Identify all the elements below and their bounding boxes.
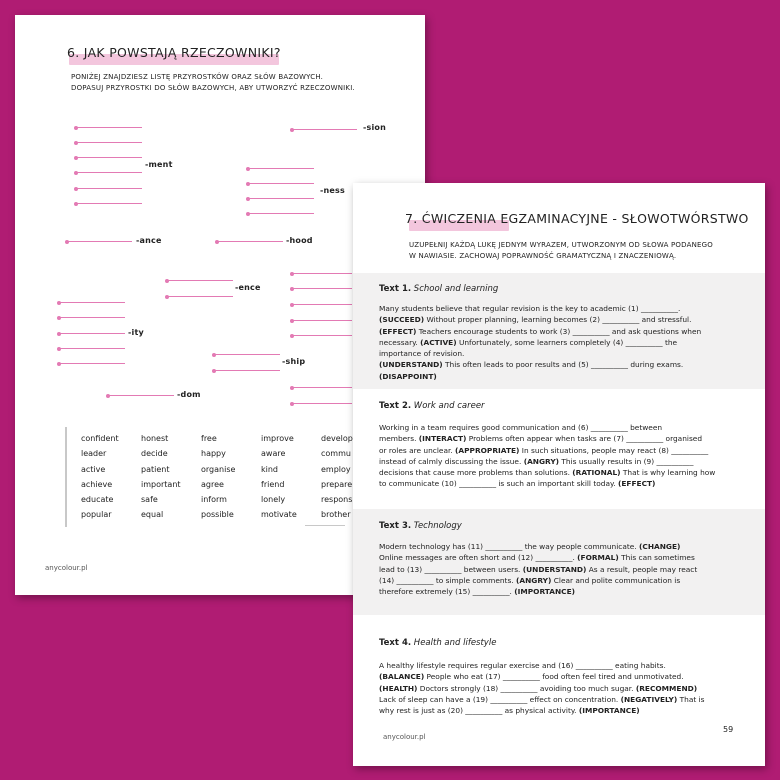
answer-line[interactable]	[214, 370, 280, 371]
paragraph-line	[379, 586, 751, 597]
base-word: (DISAPPOINT)	[379, 371, 437, 381]
back-instruction-line-2: DOPASUJ PRZYROSTKI DO SŁÓW BAZOWYCH, ABY UTWORZYĆ RZECZOWNIKI.	[71, 84, 355, 92]
base-word: (APPROPRIATE)	[455, 445, 520, 455]
paragraph-text: lead to (13) __________ between users.	[379, 564, 523, 574]
front-instruction-line-2: W NAWIASIE. ZACHOWAJ POPRAWNOŚĆ GRAMATYCZNĄ I ZNACZENIOWĄ.	[409, 252, 677, 260]
paragraph-line	[379, 456, 751, 467]
suffix-ship: -ship	[282, 357, 306, 366]
section-body	[379, 422, 751, 490]
base-word: (BALANCE)	[379, 672, 425, 682]
paragraph-text: importance of revision.	[379, 349, 465, 359]
base-word: (NEGATIVELY)	[620, 694, 678, 704]
paragraph-line	[379, 467, 751, 478]
answer-line[interactable]	[59, 348, 125, 349]
word-bank-column	[81, 431, 119, 523]
section-body	[379, 660, 751, 716]
paragraph-text: That is	[677, 694, 705, 704]
front-footer: anycolour.pl	[383, 733, 426, 741]
paragraph-line	[379, 541, 751, 552]
answer-line[interactable]	[217, 241, 283, 242]
word-bank-word: free	[201, 434, 217, 443]
answer-line[interactable]	[76, 203, 142, 204]
section-number: Text 3.	[379, 521, 412, 531]
paragraph-text: This often leads to poor results and (5) __________ during exams.	[442, 360, 684, 370]
answer-line[interactable]	[292, 273, 352, 274]
word-bank-word: develop	[321, 434, 353, 443]
answer-line[interactable]	[167, 296, 233, 297]
section-heading	[379, 638, 496, 648]
word-bank-word: lonely	[261, 495, 286, 505]
answer-line[interactable]	[76, 142, 142, 143]
paragraph-text: necessary.	[379, 337, 421, 347]
answer-line[interactable]	[76, 188, 142, 189]
text-section-3	[353, 509, 765, 615]
paragraph-text: Working in a team requires good communication and (6) __________ between	[379, 423, 663, 432]
word-bank-word: aware	[261, 449, 286, 459]
paragraph-text: decisions that cause more problems than solutions.	[379, 468, 573, 478]
word-bank-word: inform	[201, 495, 227, 505]
paragraph-line	[379, 422, 751, 433]
base-word: (CHANGE)	[639, 542, 681, 551]
base-word: (IMPORTANCE)	[578, 706, 640, 716]
answer-line[interactable]	[59, 363, 125, 364]
section-heading	[379, 284, 498, 294]
front-instructions	[409, 240, 713, 262]
paragraph-line	[379, 575, 751, 586]
word-bank-word: safe	[141, 495, 158, 505]
answer-line[interactable]	[292, 403, 352, 404]
answer-line[interactable]	[59, 333, 125, 334]
back-instruction-line-1: PONIŻEJ ZNAJDZIESZ LISTĘ PRZYROSTKÓW ORAZ SŁÓW BAZOWYCH.	[71, 73, 324, 81]
answer-line[interactable]	[248, 198, 314, 199]
base-word: (ACTIVE)	[420, 337, 457, 347]
answer-line[interactable]	[292, 129, 357, 130]
word-bank-word: brother	[321, 510, 351, 520]
base-word: (UNDERSTAND)	[522, 564, 587, 574]
paragraph-text: People who eat (17) __________ food often feel tired and unmotivated.	[424, 672, 684, 682]
section-topic: Work and career	[413, 401, 485, 411]
base-word: (UNDERSTAND)	[379, 360, 443, 370]
answer-line[interactable]	[167, 280, 233, 281]
paragraph-text: instead of calmly discussing the issue.	[379, 456, 524, 466]
paragraph-text: or roles are unclear.	[379, 445, 456, 455]
word-bank-column	[261, 431, 297, 523]
word-bank-word: possible	[201, 510, 234, 520]
text-section-1	[353, 273, 765, 389]
base-word: (IMPORTANCE)	[514, 587, 576, 597]
word-bank-word: patient	[141, 464, 170, 474]
front-title-text: 7. ĆWICZENIA EGZAMINACYJNE - SŁOWOTWÓRSTWO	[405, 211, 749, 226]
section-heading	[379, 521, 462, 531]
section-number: Text 1.	[379, 284, 412, 294]
base-word: (INTERACT)	[418, 434, 467, 444]
word-bank-word: prepare	[321, 479, 353, 489]
paragraph-text: Teachers encourage students to work (3) __________ and ask questions when	[416, 326, 702, 336]
base-word: (ANGRY)	[523, 456, 560, 466]
paragraph-text: therefore extremely (15) __________.	[379, 587, 515, 597]
paragraph-line	[379, 671, 751, 682]
paragraph-text: (14) __________ to simple comments.	[379, 575, 516, 585]
suffix-dom: -dom	[177, 390, 201, 399]
paragraph-line	[379, 694, 751, 705]
base-word: (HEALTH)	[379, 683, 418, 693]
word-bank-word: popular	[81, 510, 112, 520]
paragraph-text: members.	[379, 434, 419, 444]
base-word: (EFFECT)	[618, 479, 656, 489]
paragraph-line	[379, 433, 751, 444]
word-bank-word: achieve	[81, 479, 113, 489]
answer-line[interactable]	[67, 241, 132, 242]
answer-line[interactable]	[292, 320, 352, 321]
word-bank-word: agree	[201, 479, 224, 489]
base-word: (RECOMMEND)	[635, 683, 698, 693]
answer-line[interactable]	[292, 335, 352, 336]
section-number: Text 4.	[379, 638, 412, 648]
base-word: (ANGRY)	[516, 575, 552, 585]
word-bank-word: educate	[81, 495, 114, 505]
suffix-ance: -ance	[136, 236, 162, 245]
paragraph-text: In such situations, people may react (8) __________	[519, 445, 709, 455]
answer-line[interactable]	[76, 172, 142, 173]
page-number: 59	[723, 725, 734, 734]
paragraph-line	[379, 683, 751, 694]
paragraph-line	[379, 337, 751, 348]
paragraph-line	[379, 348, 751, 359]
word-bank-word: improve	[261, 434, 294, 443]
answer-line[interactable]	[248, 213, 314, 214]
base-word: (EFFECT)	[379, 326, 417, 336]
front-instruction-line-1: UZUPEŁNIJ KAŻDĄ LUKĘ JEDNYM WYRAZEM, UTWORZONYM OD SŁOWA PODANEGO	[409, 241, 713, 249]
back-instructions	[71, 72, 355, 94]
text-section-2	[353, 389, 765, 509]
paragraph-line	[379, 359, 751, 370]
front-worksheet-page	[353, 183, 765, 766]
answer-line[interactable]	[76, 127, 142, 128]
paragraph-line	[379, 705, 751, 716]
paragraph-text: Clear and polite communication is	[551, 575, 681, 585]
suffix-ity: -ity	[128, 328, 144, 337]
paragraph-text: to communicate (10) __________ is such an important skill today.	[379, 479, 618, 489]
base-word: (RATIONAL)	[572, 468, 621, 478]
paragraph-line	[379, 564, 751, 575]
back-title-text: 6. JAK POWSTAJĄ RZECZOWNIKI?	[67, 45, 281, 60]
word-bank-word: decide	[141, 449, 168, 459]
word-bank-column	[321, 431, 353, 523]
back-page-title	[67, 45, 281, 60]
word-bank-word: kind	[261, 464, 279, 474]
section-body	[379, 303, 751, 382]
word-bank-word: motivate	[261, 510, 297, 520]
paragraph-text: Lack of sleep can have a (19) __________ effect on concentration.	[379, 694, 621, 704]
word-bank-word: happy	[201, 449, 226, 459]
paragraph-text: Online messages are often short and (12) __________.	[379, 553, 578, 563]
word-bank-word: active	[81, 464, 106, 474]
word-bank-border	[65, 427, 67, 527]
section-body	[379, 541, 751, 597]
paragraph-text: Modern technology has (11) __________ the way people communicate.	[379, 542, 640, 551]
answer-line[interactable]	[292, 288, 352, 289]
paragraph-text: A healthy lifestyle requires regular exercise and (16) __________ eating habits.	[379, 661, 666, 670]
base-word: (SUCCEED)	[379, 315, 425, 325]
section-heading	[379, 401, 485, 411]
answer-line[interactable]	[292, 387, 352, 388]
paragraph-line	[379, 660, 751, 671]
word-bank-word: respons	[321, 495, 353, 505]
section-topic: School and learning	[413, 284, 499, 294]
front-page-title	[405, 211, 749, 226]
suffix-ment: -ment	[145, 160, 173, 169]
paragraph-line	[379, 552, 751, 563]
paragraph-line	[379, 478, 751, 489]
word-bank-word: employ	[321, 464, 351, 474]
paragraph-text: Unfortunately, some learners completely (4) __________ the	[456, 337, 678, 347]
paragraph-text: Many students believe that regular revision is the key to academic (1) __________.	[379, 304, 681, 313]
suffix-ence: -ence	[235, 283, 261, 292]
word-bank-word: important	[141, 479, 181, 489]
paragraph-line	[379, 326, 751, 337]
paragraph-text: Without proper planning, learning becomes (2) __________ and stressful.	[424, 315, 692, 325]
paragraph-text: Problems often appear when tasks are (7) __________ organised	[466, 434, 703, 444]
answer-line[interactable]	[108, 395, 174, 396]
paragraph-line	[379, 371, 751, 382]
answer-line[interactable]	[214, 354, 280, 355]
suffix-sion: -sion	[363, 123, 387, 132]
paragraph-text: That is why learning how	[620, 468, 716, 478]
word-bank-border-bottom	[305, 525, 345, 526]
answer-line[interactable]	[292, 304, 352, 305]
word-bank-word: organise	[201, 464, 236, 474]
word-bank-word: leader	[81, 449, 107, 459]
answer-line[interactable]	[248, 168, 314, 169]
section-number: Text 2.	[379, 401, 412, 411]
paragraph-line	[379, 314, 751, 325]
word-bank-word: friend	[261, 479, 285, 489]
text-section-4	[353, 615, 765, 725]
paragraph-text: This can sometimes	[618, 553, 695, 563]
word-bank-column	[201, 431, 235, 523]
base-word: (FORMAL)	[577, 553, 619, 563]
answer-line[interactable]	[248, 183, 314, 184]
word-bank-word: commu	[321, 449, 351, 459]
paragraph-text: Doctors strongly (18) __________ avoiding too much sugar.	[417, 683, 636, 693]
section-topic: Health and lifestyle	[413, 638, 497, 648]
section-topic: Technology	[413, 521, 462, 531]
suffix-ness: -ness	[320, 186, 345, 195]
word-bank-column	[141, 431, 181, 523]
back-footer: anycolour.pl	[45, 564, 88, 572]
answer-line[interactable]	[59, 302, 125, 303]
paragraph-text: This usually results in (9) __________	[559, 456, 694, 466]
answer-line[interactable]	[76, 157, 142, 158]
word-bank-word: honest	[141, 434, 169, 443]
paragraph-line	[379, 303, 751, 314]
paragraph-line	[379, 445, 751, 456]
answer-line[interactable]	[59, 317, 125, 318]
paragraph-text: why rest is just as (20) __________ as physical activity.	[379, 706, 579, 716]
paragraph-text: As a result, people may react	[586, 564, 698, 574]
word-bank-word: confident	[81, 434, 119, 443]
suffix-hood: -hood	[286, 236, 313, 245]
word-bank-word: equal	[141, 510, 164, 520]
